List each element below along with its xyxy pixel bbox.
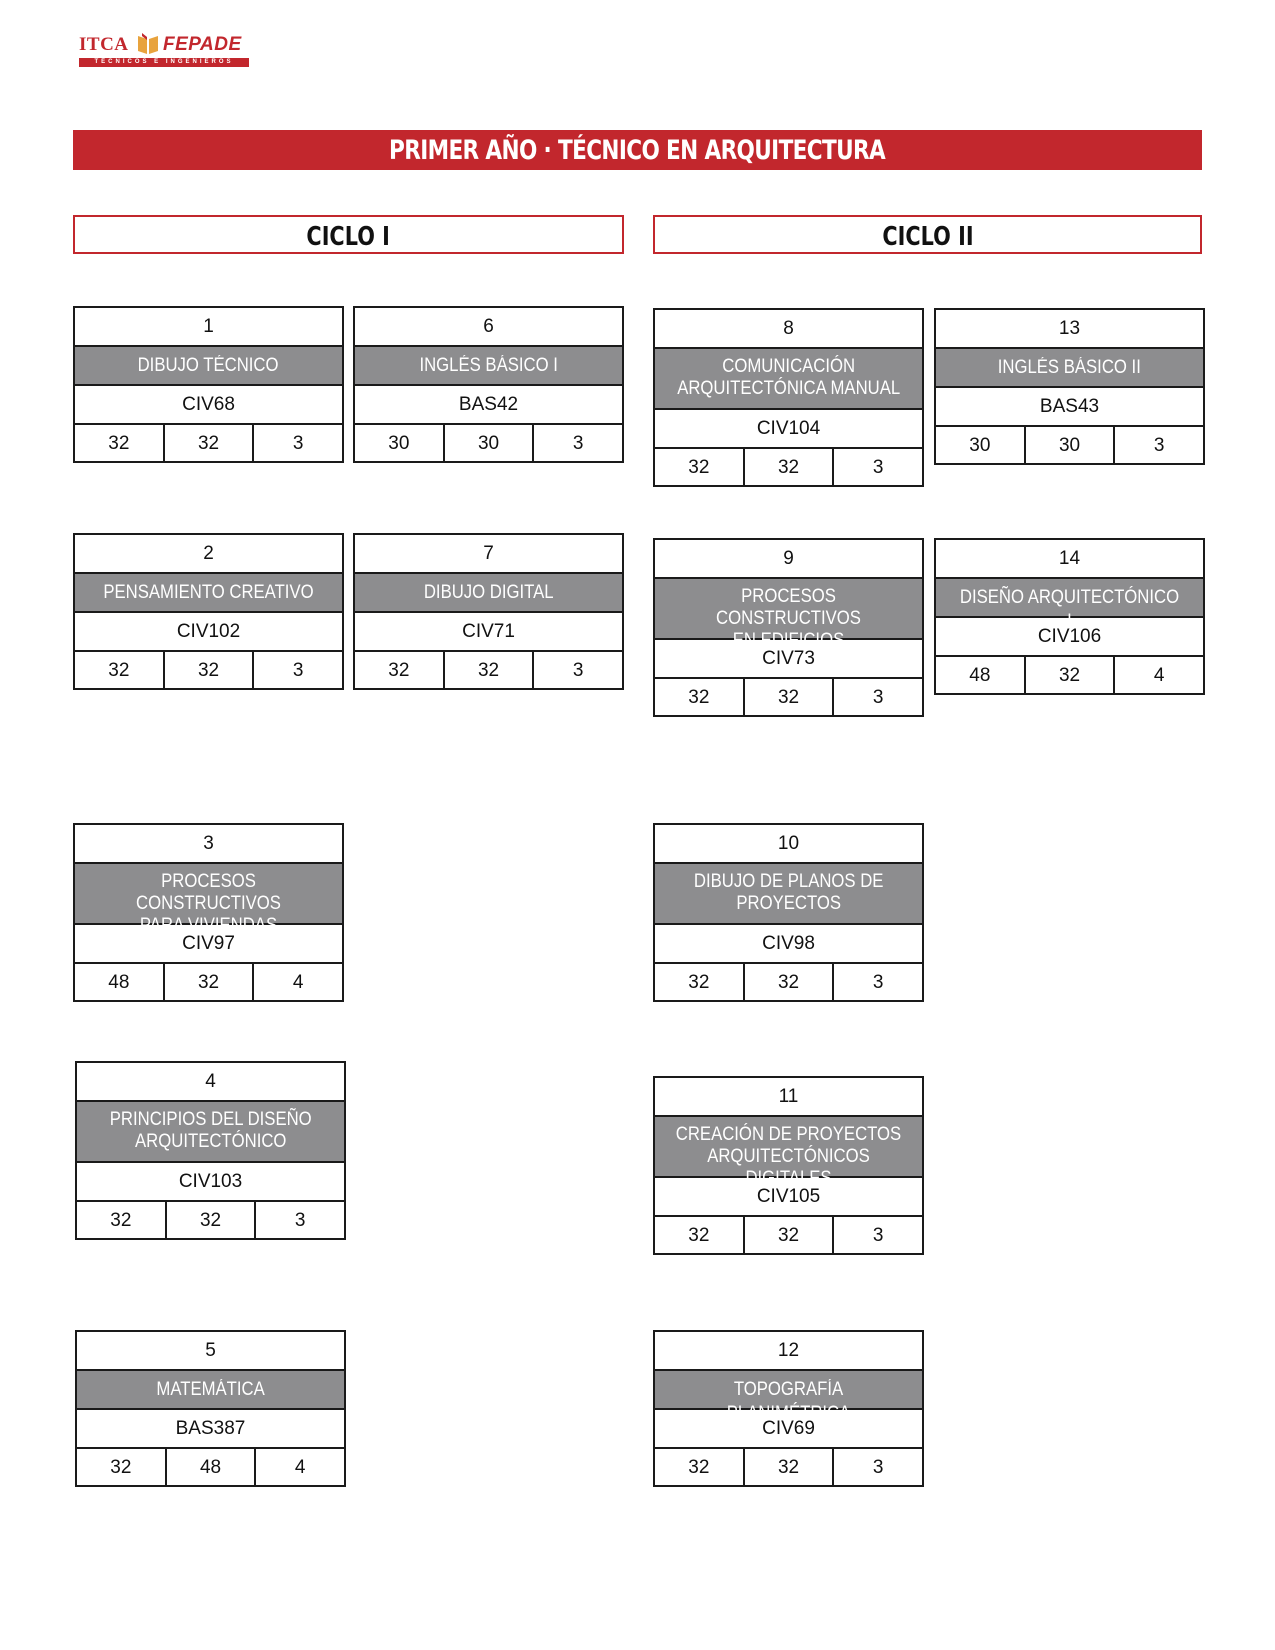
course-name-cell xyxy=(75,347,342,386)
course-name: INGLÉS BÁSICO II xyxy=(997,357,1142,378)
course-stats xyxy=(936,427,1203,463)
course-code: CIV102 xyxy=(75,613,342,652)
course-code: CIV69 xyxy=(655,1410,922,1449)
course-stat: 30 xyxy=(355,425,445,461)
course-stats xyxy=(355,652,622,688)
course-code: CIV104 xyxy=(655,410,922,449)
course-stat: 32 xyxy=(165,652,255,688)
course-stat: 32 xyxy=(745,964,835,1000)
course-stat: 3 xyxy=(872,1457,884,1478)
course-number: 11 xyxy=(655,1078,922,1117)
course-card xyxy=(934,538,1205,695)
course-name: PRINCIPIOS DEL DISEÑO ARQUITECTÓNICO xyxy=(109,1109,312,1152)
course-stat: 32 xyxy=(655,964,745,1000)
course-stat: 32 xyxy=(75,652,165,688)
course-stat: 3 xyxy=(1153,435,1165,456)
course-number: 3 xyxy=(75,825,342,864)
course-name: PENSAMIENTO CREATIVO xyxy=(103,582,314,603)
page-title-banner xyxy=(73,130,1202,170)
course-number: 10 xyxy=(655,825,922,864)
logo-fepade-text: FEPADE xyxy=(163,34,242,55)
logo-tagline: TÉCNICOS E INGENIEROS xyxy=(79,58,249,67)
course-name: DIBUJO DE PLANOS DE PROYECTOS xyxy=(693,871,884,914)
course-stats xyxy=(655,964,922,1000)
course-stat: 3 xyxy=(572,433,584,454)
course-code: CIV105 xyxy=(655,1178,922,1217)
course-stat: 3 xyxy=(292,433,304,454)
cycle-2-header xyxy=(653,215,1202,254)
course-number: 8 xyxy=(655,310,922,349)
course-stat: 3 xyxy=(872,687,884,708)
course-stat: 32 xyxy=(75,425,165,461)
course-card xyxy=(73,533,344,690)
course-code: CIV106 xyxy=(936,618,1203,657)
course-code: CIV68 xyxy=(75,386,342,425)
course-number: 2 xyxy=(75,535,342,574)
course-card xyxy=(73,823,344,1002)
course-number: 14 xyxy=(936,540,1203,579)
course-stats xyxy=(75,964,342,1000)
course-name-cell xyxy=(655,1371,922,1424)
course-stat: 32 xyxy=(745,449,835,485)
course-name: PROCESOS CONSTRUCTIVOS PARA VIVIENDAS xyxy=(136,871,281,936)
course-card xyxy=(73,306,344,463)
course-stat: 32 xyxy=(445,652,535,688)
course-code: CIV73 xyxy=(655,640,922,679)
course-name-cell xyxy=(75,864,342,936)
course-name-cell xyxy=(77,1371,344,1410)
course-stat: 30 xyxy=(1026,427,1116,463)
course-name-cell xyxy=(655,349,922,410)
course-stats xyxy=(77,1449,344,1485)
course-card xyxy=(653,1076,924,1255)
course-stat: 32 xyxy=(167,1202,257,1238)
cycle-1-label: CICLO I xyxy=(306,222,391,252)
course-stats xyxy=(655,679,922,715)
course-stat: 3 xyxy=(872,457,884,478)
course-stats xyxy=(355,425,622,461)
course-stat: 32 xyxy=(355,652,445,688)
course-number: 6 xyxy=(355,308,622,347)
course-name-cell xyxy=(936,349,1203,388)
course-name-cell xyxy=(655,579,922,651)
course-number: 4 xyxy=(77,1063,344,1102)
course-stat: 3 xyxy=(292,660,304,681)
course-name: DISEÑO ARQUITECTÓNICO I xyxy=(959,587,1180,632)
course-code: CIV98 xyxy=(655,925,922,964)
course-stat: 3 xyxy=(872,972,884,993)
course-stat: 32 xyxy=(745,1217,835,1253)
course-stat: 32 xyxy=(165,964,255,1000)
course-stat: 4 xyxy=(294,1457,306,1478)
course-card xyxy=(653,538,924,717)
course-name-cell xyxy=(355,574,622,613)
course-name: DIBUJO DIGITAL xyxy=(423,582,554,603)
course-stat: 32 xyxy=(165,425,255,461)
page-title: PRIMER AÑO · TÉCNICO EN ARQUITECTURA xyxy=(389,135,886,166)
course-stat: 30 xyxy=(445,425,535,461)
course-code: BAS387 xyxy=(77,1410,344,1449)
itca-fepade-logo xyxy=(79,32,249,68)
course-stats xyxy=(75,652,342,688)
course-card xyxy=(653,308,924,487)
course-name-cell xyxy=(655,1117,922,1189)
course-stat: 32 xyxy=(655,1217,745,1253)
course-name-cell xyxy=(655,864,922,925)
course-stats xyxy=(936,657,1203,693)
course-name: MATEMÁTICA xyxy=(156,1379,265,1400)
course-stat: 4 xyxy=(292,972,304,993)
course-number: 1 xyxy=(75,308,342,347)
course-name-cell xyxy=(77,1102,344,1163)
course-stat: 32 xyxy=(655,449,745,485)
course-name: COMUNICACIÓN ARQUITECTÓNICA MANUAL xyxy=(677,356,900,399)
course-name-cell xyxy=(355,347,622,386)
course-stat: 3 xyxy=(572,660,584,681)
course-number: 13 xyxy=(936,310,1203,349)
course-stats xyxy=(77,1202,344,1238)
course-stat: 48 xyxy=(167,1449,257,1485)
course-stat: 30 xyxy=(936,427,1026,463)
course-code: BAS42 xyxy=(355,386,622,425)
course-stats xyxy=(655,1217,922,1253)
course-code: CIV97 xyxy=(75,925,342,964)
cycle-2-label: CICLO II xyxy=(881,222,974,252)
course-stat: 32 xyxy=(77,1202,167,1238)
logo-itca-text: ITCA xyxy=(79,34,129,55)
course-card xyxy=(934,308,1205,465)
course-stat: 3 xyxy=(872,1225,884,1246)
course-stat: 32 xyxy=(77,1449,167,1485)
course-stat: 32 xyxy=(745,1449,835,1485)
course-stats xyxy=(655,1449,922,1485)
course-stat: 32 xyxy=(655,1449,745,1485)
course-stat: 48 xyxy=(75,964,165,1000)
course-stat: 48 xyxy=(936,657,1026,693)
course-card xyxy=(353,533,624,690)
course-card xyxy=(653,823,924,1002)
cycle-1-header xyxy=(73,215,624,254)
course-card xyxy=(75,1061,346,1240)
course-number: 7 xyxy=(355,535,622,574)
course-number: 9 xyxy=(655,540,922,579)
course-code: CIV71 xyxy=(355,613,622,652)
course-name: TOPOGRAFÍA PLANIMÉTRICA xyxy=(726,1379,851,1424)
course-number: 5 xyxy=(77,1332,344,1371)
open-book-icon xyxy=(136,32,160,56)
course-stat: 32 xyxy=(1026,657,1116,693)
course-stat: 4 xyxy=(1153,665,1165,686)
course-stats xyxy=(655,449,922,485)
course-card xyxy=(75,1330,346,1487)
course-card xyxy=(653,1330,924,1487)
course-name-cell xyxy=(75,574,342,613)
course-code: CIV103 xyxy=(77,1163,344,1202)
course-stat: 3 xyxy=(294,1210,306,1231)
course-name: DIBUJO TÉCNICO xyxy=(138,355,279,376)
course-card xyxy=(353,306,624,463)
course-name: CREACIÓN DE PROYECTOS ARQUITECTÓNICOS DIGITALES xyxy=(675,1124,902,1189)
course-code: BAS43 xyxy=(936,388,1203,427)
course-number: 12 xyxy=(655,1332,922,1371)
course-stat: 32 xyxy=(745,679,835,715)
course-name: INGLÉS BÁSICO I xyxy=(419,355,558,376)
course-name-cell xyxy=(936,579,1203,632)
course-stat: 32 xyxy=(655,679,745,715)
course-name: PROCESOS CONSTRUCTIVOS EN EDIFICIOS xyxy=(716,586,861,651)
course-stats xyxy=(75,425,342,461)
